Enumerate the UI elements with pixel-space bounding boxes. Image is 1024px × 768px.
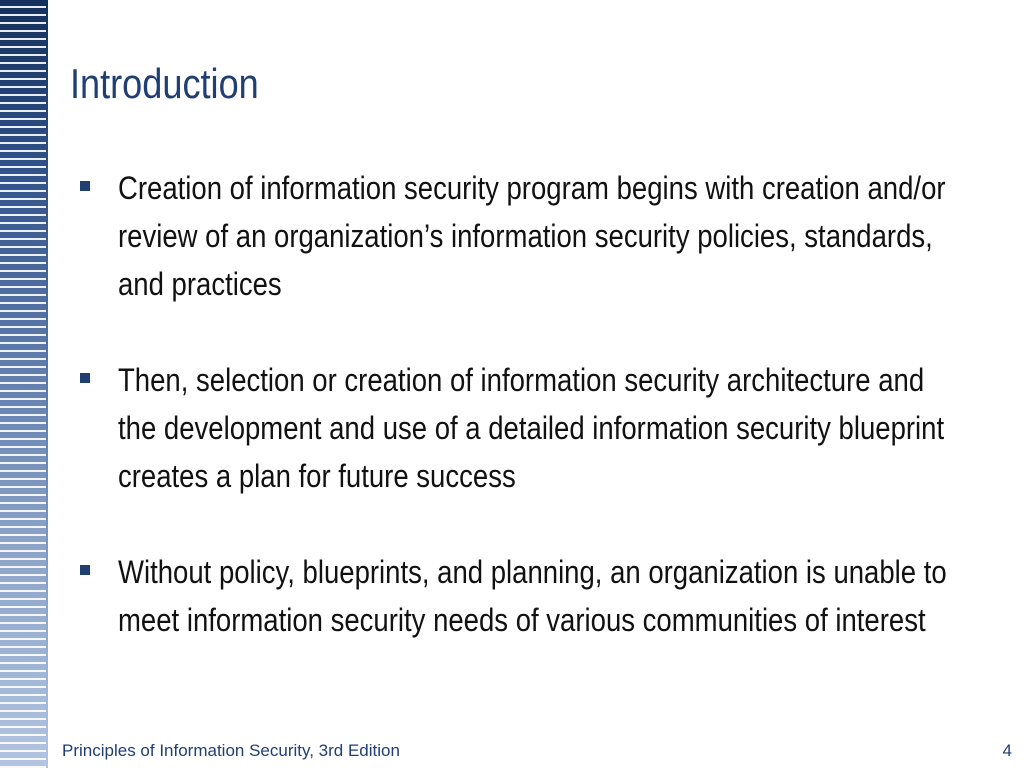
footer-book-title: Principles of Information Security, 3rd Edition	[62, 741, 400, 760]
square-bullet-icon	[80, 373, 90, 383]
square-bullet-icon	[80, 181, 90, 191]
bullet-text: Without policy, blueprints, and planning, an organization is unable to meet information security needs of various communities of interest	[118, 554, 947, 638]
square-bullet-icon	[80, 565, 90, 575]
bullet-list	[80, 164, 980, 692]
bullet-text: Creation of information security program begins with creation and/or review of an organization’s information security policies, standards, and practices	[118, 170, 946, 302]
page-number: 4	[1002, 741, 1012, 760]
bullet-item	[80, 164, 980, 308]
bullet-text: Then, selection or creation of information security architecture and the development and use of a detailed information security blueprint creates a plan for future success	[118, 362, 945, 494]
bullet-item	[80, 548, 980, 644]
slide-title: Introduction	[70, 60, 259, 107]
decorative-stripe-bar	[0, 0, 48, 768]
bullet-item	[80, 356, 980, 500]
